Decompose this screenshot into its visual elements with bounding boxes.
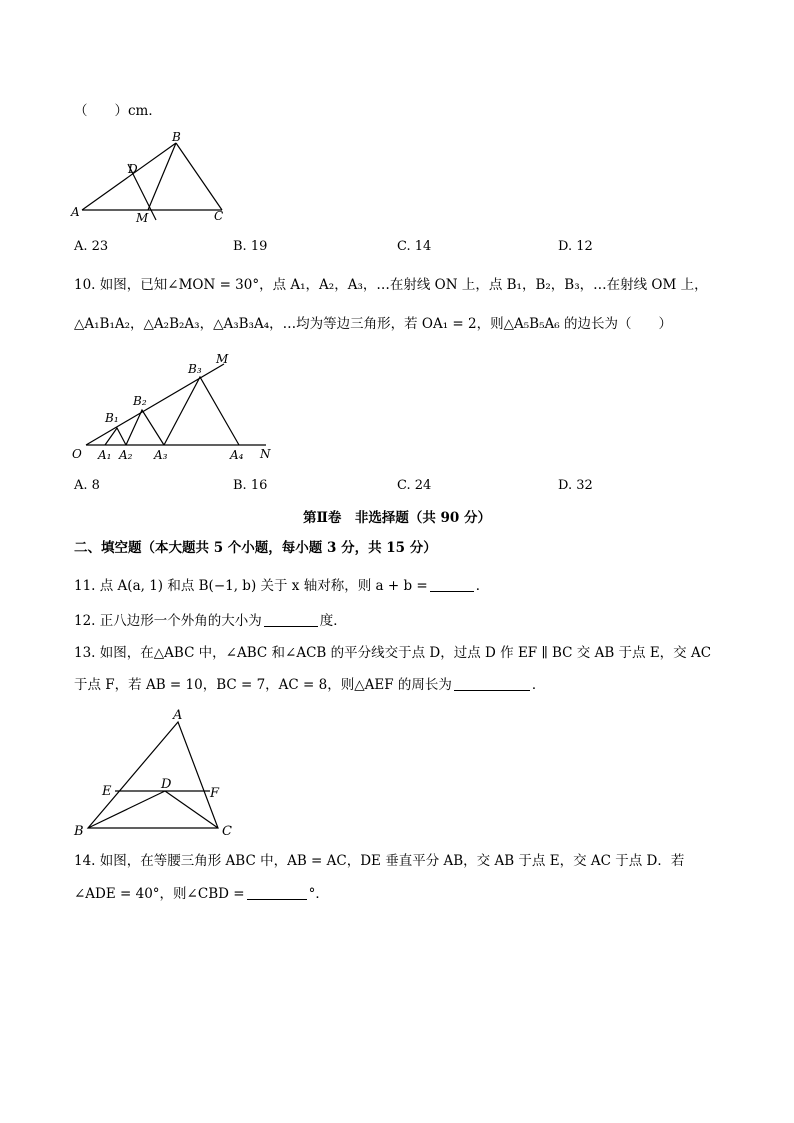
q9-option-a: A. 23 — [74, 239, 109, 254]
q10-option-b: B. 16 — [233, 478, 268, 493]
q9-label-B: B — [172, 130, 181, 144]
q14-line2-text: ∠ADE = 40°，则∠CBD = — [74, 886, 245, 902]
q9-stem: （ ）cm． — [74, 103, 162, 119]
q10-label-A1: A₁ — [98, 448, 112, 462]
q12-answer-blank[interactable] — [264, 612, 318, 627]
q10-label-N: N — [260, 447, 271, 461]
q12-end: 度． — [319, 613, 347, 629]
q13-label-A: A — [173, 708, 183, 723]
q10-triangle-3 — [164, 377, 239, 445]
part2-heading: 二、填空题（本大题共 5 个小题，每小题 3 分，共 15 分） — [74, 540, 437, 556]
q13-end: ． — [531, 677, 546, 693]
q13-label-B: B — [74, 824, 84, 839]
q10-label-A4: A₄ — [230, 448, 244, 462]
q10-label-O: O — [72, 447, 82, 461]
q11 — [74, 576, 489, 596]
q10-label-M: M — [216, 352, 229, 366]
q14-line1: 14. 如图，在等腰三角形 ABC 中，AB = AC，DE 垂直平分 AB，交 AB 于点 E，交 AC 于点 D．若 — [74, 853, 685, 869]
q13-segment-BD — [88, 791, 165, 828]
q10-label-A2: A₂ — [119, 448, 133, 462]
q13-label-C: C — [222, 824, 232, 839]
q12-text: 12. 正八边形一个外角的大小为 — [74, 613, 262, 629]
q10-label-B2: B₂ — [133, 394, 147, 408]
q13-label-F: F — [210, 786, 220, 801]
q11-end: ． — [475, 578, 490, 594]
q14-end: °． — [308, 886, 329, 902]
q14-answer-blank[interactable] — [247, 885, 307, 900]
q10-triangle-2 — [126, 410, 164, 445]
section2-title: 第Ⅱ卷 非选择题（共 90 分） — [302, 510, 492, 526]
q9-option-b: B. 19 — [233, 239, 268, 254]
q13-figure — [66, 704, 250, 842]
q10-label-B3: B₃ — [188, 362, 202, 376]
q9-label-C: C — [214, 209, 224, 223]
q9-label-D: D — [128, 162, 138, 176]
q10-line1: 10. 如图，已知∠MON = 30°，点 A₁，A₂，A₃，…在射线 ON 上，点 B₁，B₂，B₃，…在射线 OM 上， — [74, 277, 708, 293]
q10-option-a: A. 8 — [74, 478, 100, 493]
q10-ray-OM — [86, 364, 224, 445]
q13-line1: 13. 如图，在△ABC 中，∠ABC 和∠ACB 的平分线交于点 D，过点 D 作 EF ∥ BC 交 AB 于点 E，交 AC — [74, 645, 712, 661]
q10-line2: △A₁B₁A₂，△A₂B₂A₃，△A₃B₃A₄，…均为等边三角形，若 OA₁ = 2，则△A₅B₅A₆ 的边长为（ ） — [74, 316, 672, 332]
q12 — [74, 611, 347, 631]
q14-line2 — [74, 884, 329, 904]
q10-option-d: D. 32 — [558, 478, 593, 493]
q9-label-M: M — [136, 211, 149, 225]
q13-label-E: E — [102, 784, 112, 799]
q9-segment-BC — [176, 143, 222, 210]
q13-line2 — [74, 675, 545, 695]
q13-label-D: D — [161, 777, 172, 792]
q9-label-A: A — [71, 205, 80, 219]
q9-option-d: D. 12 — [558, 239, 593, 254]
q10-label-B1: B₁ — [105, 411, 119, 425]
q13-answer-blank[interactable] — [454, 676, 530, 691]
q11-text: 11. 点 A(a, 1) 和点 B(−1, b) 关于 x 轴对称，则 a + b = — [74, 578, 428, 594]
q11-answer-blank[interactable] — [430, 577, 474, 592]
q10-label-A3: A₃ — [154, 448, 168, 462]
q10-option-c: C. 24 — [397, 478, 432, 493]
q13-line2-text: 于点 F，若 AB = 10，BC = 7，AC = 8，则△AEF 的周长为 — [74, 677, 452, 693]
q10-figure — [66, 348, 286, 466]
q9-figure — [66, 130, 236, 226]
q13-triangle-ABC — [88, 722, 218, 828]
q9-option-c: C. 14 — [397, 239, 432, 254]
q10-triangle-1 — [105, 428, 126, 445]
